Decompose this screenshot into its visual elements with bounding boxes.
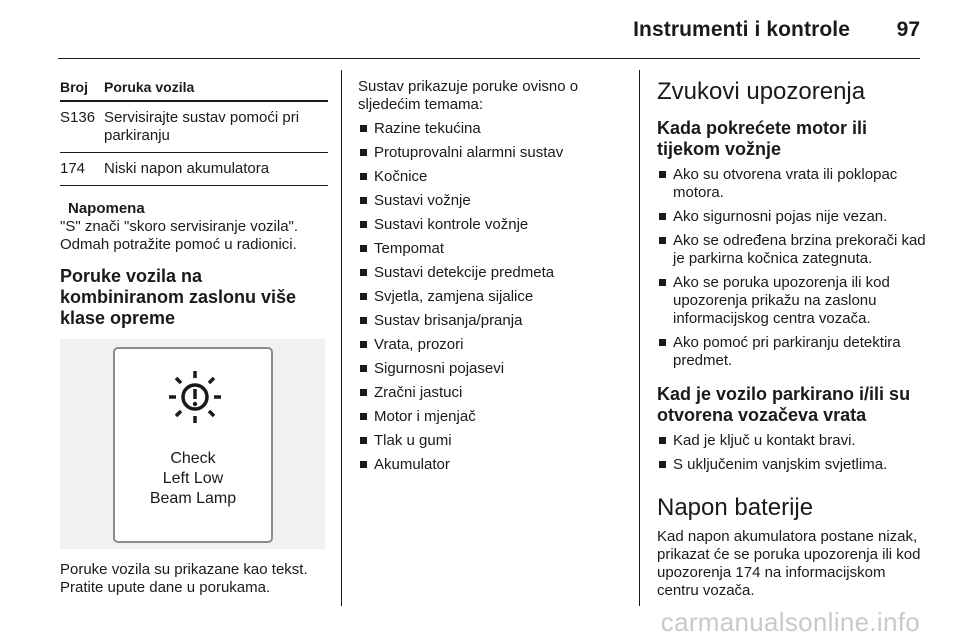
topics-intro: Sustav prikazuje poruke ovisno o sljedećim temama:: [358, 78, 579, 113]
list-item: Ako pomoć pri parkiranju detektira predmet.: [657, 334, 927, 370]
display-line-2: Left Low: [162, 470, 224, 487]
page-number: 97: [896, 18, 920, 41]
list-item: Protuprovalni alarmni sustav: [358, 144, 620, 162]
display-illustration: [60, 339, 325, 549]
list-item: Svjetla, zamjena sijalice: [358, 288, 620, 306]
section-title-warning-sounds: Zvukovi upozorenja: [657, 78, 866, 105]
table-cell-message: Niski napon akumulatora: [104, 160, 270, 177]
section-heading-messages: Poruke vozila na kombiniranom zaslonu više klase opreme: [60, 266, 297, 328]
table-cell-number: 174: [60, 160, 86, 177]
column-divider-1: [341, 70, 342, 606]
list-item: Ako su otvorena vrata ili poklopac motora.: [657, 166, 927, 202]
list-item: Zračni jastuci: [358, 384, 620, 402]
list-item: Tempomat: [358, 240, 620, 258]
table-header-message: Poruka vozila: [104, 79, 195, 95]
table-header-number: Broj: [60, 79, 88, 95]
list-item: Sustavi vožnje: [358, 192, 620, 210]
list-item: Kad je ključ u kontakt bravi.: [657, 432, 927, 450]
list-item: Ako sigurnosni pojas nije vezan.: [657, 208, 927, 226]
column-3: [657, 78, 927, 600]
list-item: Ako se poruka upozorenja ili kod upozorenja prikažu na zaslonu informacijskog centra vozača.: [657, 274, 927, 328]
list-item: Kočnice: [358, 168, 620, 186]
watermark: carmanualsonline.info: [660, 607, 920, 637]
list-item: Sustavi detekcije predmeta: [358, 264, 620, 282]
light-bulb-warning-icon: [165, 367, 225, 427]
display-line-1: Check: [170, 450, 216, 467]
list-item: Ako se određena brzina prekorači kad je parkirna kočnica zategnuta.: [657, 232, 927, 268]
list-item: Akumulator: [358, 456, 620, 474]
display-message: [115, 449, 271, 509]
table-row: [60, 102, 328, 153]
battery-paragraph: Kad napon akumulatora postane nizak, prikazat će se poruka upozorenja ili kod upozorenja 174 na informacijskom centru vozača.: [657, 528, 921, 599]
list-item: Motor i mjenjač: [358, 408, 620, 426]
table-header: [60, 78, 328, 102]
list-item: Sustavi kontrole vožnje: [358, 216, 620, 234]
parked-conditions-list: [657, 432, 927, 474]
note-title: Napomena: [68, 200, 145, 217]
display-screen: [113, 347, 273, 543]
illustration-caption: Poruke vozila su prikazane kao tekst. Pratite upute dane u porukama.: [60, 561, 308, 596]
list-item: Razine tekućina: [358, 120, 620, 138]
list-item: S uključenim vanjskim svjetlima.: [657, 456, 927, 474]
subsection-heading-parked: Kad je vozilo parkirano i/ili su otvorena vozačeva vrata: [657, 384, 911, 425]
table-cell-number: S136: [60, 109, 96, 126]
table-cell-message: Servisirajte sustav pomoći pri parkiranju: [104, 109, 300, 144]
list-item: Vrata, prozori: [358, 336, 620, 354]
section-title-battery: Napon baterije: [657, 494, 814, 521]
column-divider-2: [639, 70, 640, 606]
note-box: [60, 200, 328, 254]
topics-list: [358, 120, 620, 474]
starting-conditions-list: [657, 166, 927, 370]
column-1: [60, 78, 328, 597]
header-rule: [58, 58, 920, 59]
column-2: [358, 78, 620, 474]
table-row: [60, 153, 328, 186]
list-item: Sigurnosni pojasevi: [358, 360, 620, 378]
subsection-heading-starting: Kada pokrećete motor ili tijekom vožnje: [657, 118, 868, 159]
note-body: "S" znači "skoro servisiranje vozila". Odmah potražite pomoć u radionici.: [60, 218, 299, 253]
list-item: Sustav brisanja/pranja: [358, 312, 620, 330]
page-header-title: Instrumenti i kontrole: [633, 18, 850, 41]
display-line-3: Beam Lamp: [149, 490, 237, 507]
list-item: Tlak u gumi: [358, 432, 620, 450]
